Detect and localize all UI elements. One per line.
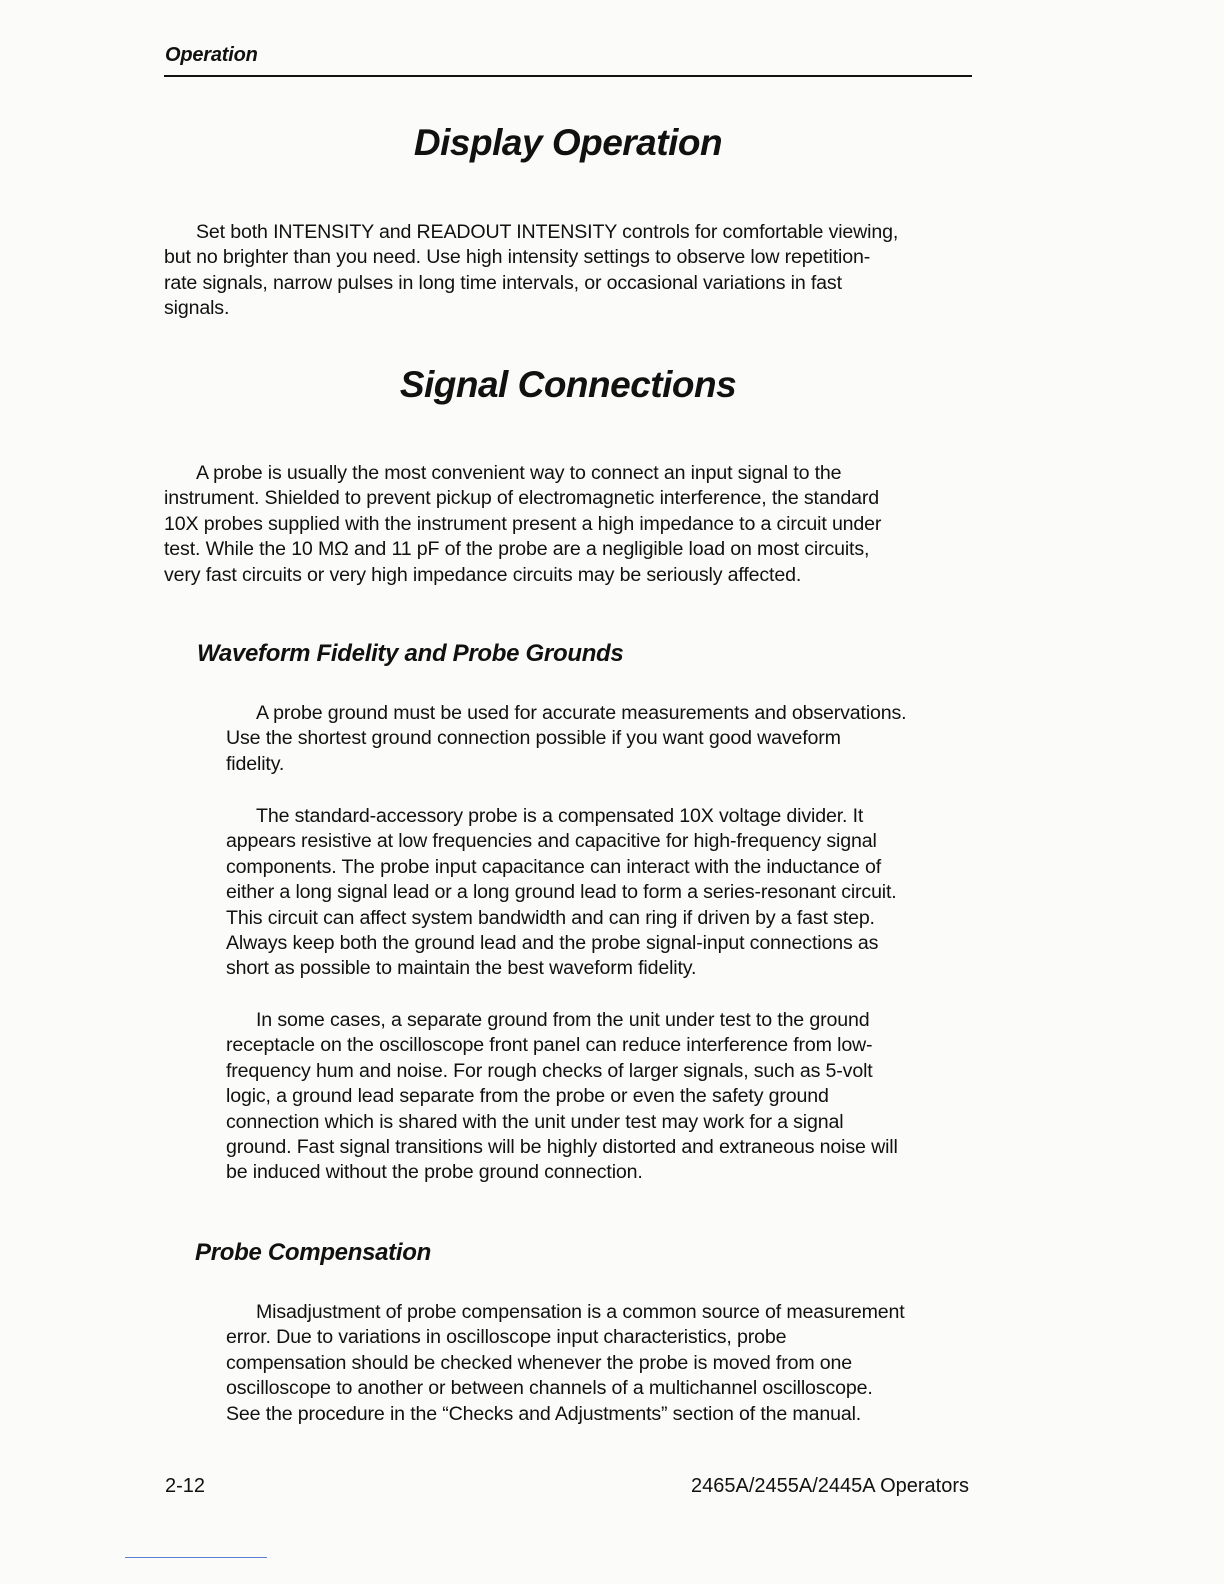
probe-compensation-paragraph: Misadjustment of probe compensation is a common source of measurement error. Due to variations in oscilloscope input characteristics, probe compensation should be checked whenever the probe is moved from one oscilloscope to another or between channels of a multichannel oscilloscope. See the procedure in the “Checks and Adjustments” section of the manual.: [226, 1301, 905, 1425]
page-number: 2-12: [165, 1475, 206, 1497]
waveform-fidelity-paragraph-1: A probe ground must be used for accurate measurements and observations. Use the shortest ground connection possible if you want good waveform fidelity.: [226, 702, 907, 775]
header-rule: [164, 75, 972, 77]
manual-title: 2465A/2455A/2445A Operators: [691, 1475, 969, 1497]
signal-connections-paragraph: A probe is usually the most convenient way to connect an input signal to the instrument. Shielded to prevent pickup of electromagnetic interference, the standard 10X probes supplied with the instrument present a high impedance to a circuit under test. While the 10 MΩ and 11 pF of the probe are a negligible load on most circuits, very fast circuits or very high impedance circuits may be seriously affected.: [164, 462, 882, 586]
scan-artifact-line: [125, 1557, 267, 1558]
signal-connections-title: Signal Connections: [399, 364, 737, 405]
waveform-fidelity-paragraph-2: The standard-accessory probe is a compensated 10X voltage divider. It appears resistive at low frequencies and capacitive for high-frequency signal components. The probe input capacitance can interact with the inductance of either a long signal lead or a long ground lead to form a series-resonant circuit. This circuit can affect system bandwidth and can ring if driven by a fast step. Always keep both the ground lead and the probe signal-input connections as short as possible to maintain the best waveform fidelity.: [226, 805, 897, 980]
waveform-fidelity-title: Waveform Fidelity and Probe Grounds: [197, 640, 624, 667]
display-operation-paragraph: Set both INTENSITY and READOUT INTENSITY controls for comfortable viewing, but no brighter than you need. Use high intensity settings to observe low repetition- rate signals, narrow pulses in long time intervals, or occasional variations in fast signals.: [164, 221, 899, 320]
display-operation-title: Display Operation: [413, 122, 723, 163]
probe-compensation-title: Probe Compensation: [195, 1239, 431, 1266]
waveform-fidelity-paragraph-3: In some cases, a separate ground from the unit under test to the ground receptacle on the oscilloscope front panel can reduce interference from low- frequency hum and noise. For rough checks of larger signals, such as 5-volt logic, a ground lead separate from the probe or even the safety ground connection which is shared with the unit under test may work for a signal ground. Fast signal transitions will be highly distorted and extraneous noise will be induced without the probe ground connection.: [226, 1009, 898, 1184]
running-head: Operation: [165, 44, 258, 66]
